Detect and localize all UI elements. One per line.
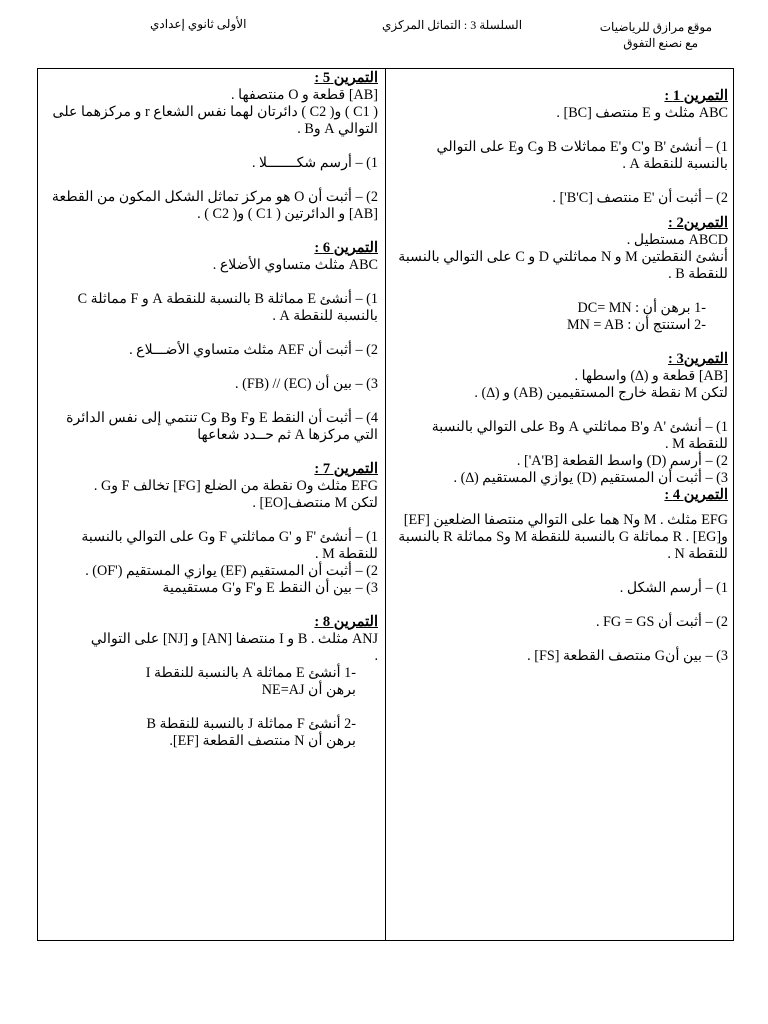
exercise-question: -2 أنشئ F مماثلة J بالنسبة للنقطة B [146, 716, 356, 732]
exercise-line: 1) – أرسم الشكل . [619, 580, 728, 596]
exercise-title: التمرين3 : [668, 351, 728, 367]
exercise-7 [42, 461, 378, 597]
exercise-line: ANJ مثلث . B و I منتصفا [AN] و [NJ] على التوالي [90, 631, 378, 647]
column-divider [385, 68, 386, 941]
exercise-title: التمرين2 : [668, 215, 728, 231]
left-column [42, 70, 378, 750]
exercise-line: [AB] قطعة و (∆) واسطها . [574, 368, 728, 384]
exercise-line: 2) – أثبت أن 'E منتصف [B'C'] . [552, 190, 728, 206]
exercise-line: 2) – أرسم (D) واسط القطعة [A'B'] . [516, 453, 728, 469]
exercise-line [42, 359, 378, 376]
exercise-line: 1) – أنشئ 'B و'C و'E مماثلات B وC وE على التوالي بالنسبة للنقطة A . [436, 139, 728, 172]
exercise-3 [392, 351, 728, 487]
exercise-title: التمرين 6 : [314, 240, 378, 256]
exercise-line [42, 393, 378, 410]
header-site: موقع مرازق للرياضيات [599, 20, 712, 34]
exercise-line: 2) – أثبت أن المستقيم (EF) يوازي المستقيم ('OF) . [85, 563, 378, 579]
exercise-line: لتكن M منتصف[EO] . [252, 495, 378, 511]
exercise-line [392, 173, 728, 190]
exercise-line: 3) – أثبت أن المستقيم (D) يوازي المستقيم (∆) . [453, 470, 728, 486]
exercise-title: التمرين 8 : [314, 614, 378, 630]
exercise-line: ( C1 ) و( C2 ) دائرتان لهما نفس الشعاع r و مركزهما على التوالي A وB . [52, 104, 378, 137]
exercise-line [42, 512, 378, 529]
exercise-4 [392, 487, 728, 665]
exercise-question: برهن أن N منتصف القطعة [EF]. [169, 733, 356, 749]
exercise-line [392, 283, 728, 300]
exercise-line: EFG مثلث وO نقطة من الضلع [FG] تخالف F وG . [93, 478, 378, 494]
exercise-line: 2) – أثبت أن AEF مثلث متساوي الأضـــلاع . [129, 342, 378, 358]
exercise-line [42, 274, 378, 291]
exercise-line: 3) – بين أن (EC) // (FB) . [235, 376, 378, 392]
exercise-line: أنشئ النقطتين M و N مماثلتي D و C على التوالي بالنسبة للنقطة B . [398, 249, 728, 282]
exercise-line: 1) – أرسم شكـــــــلا . [251, 155, 378, 171]
exercise-line [42, 325, 378, 342]
exercise-line: ABCD مستطيل . [626, 232, 728, 248]
exercise-line: لتكن M نقطة خارج المستقيمين (AB) و (∆) . [474, 385, 728, 401]
exercise-5 [42, 70, 378, 223]
exercise-line [42, 172, 378, 189]
exercise-line [392, 563, 728, 580]
exercise-line: 1) – أنشئ E مماثلة B بالنسبة للنقطة A و F مماثلة C بالنسبة للنقطة A . [77, 291, 378, 324]
exercise-question: برهن أن NE=AJ [261, 682, 356, 698]
exercise-question: -2 استنتج أن : MN = AB [566, 317, 706, 333]
exercise-6 [42, 240, 378, 444]
exercise-line: [AB] قطعة و O منتصفها . [231, 87, 378, 103]
right-column [392, 88, 728, 665]
exercise-line: 1) – أنشئ 'A و'B مماثلتي A وB على التوالي بالنسبة للنقطة M . [431, 419, 728, 452]
exercise-title: التمرين 1 : [664, 88, 728, 104]
exercise-2 [392, 215, 728, 334]
exercise-line: 4) – أثبت أن النقط E وF وB وC تنتمي إلى نفس الدائرة التي مركزها A ثم حــدد شعاعها [66, 410, 378, 443]
exercise-line: 2) – أثبت أن O هو مركز تماثل الشكل المكون من القطعة [AB] و الدائرتين ( C1 ) و( C2 ) . [51, 189, 378, 222]
exercise-question: -1 أنشئ E مماثلة A بالنسبة للنقطة I [145, 665, 356, 681]
exercise-line: 3) – بين أنG منتصف القطعة [FS] . [527, 648, 728, 664]
exercise-line [42, 138, 378, 155]
exercise-line [392, 402, 728, 419]
exercise-line: EFG مثلث . M وN هما على التوالي منتصفا الضلعين [EF] و[EG] . R مماثلة G بالنسبة للنقطة M وS مماثلة R بالنسبة للنقطة N . [398, 512, 728, 562]
exercise-line: . [374, 648, 378, 664]
header-level: الأولى ثانوي إعدادي [150, 17, 247, 31]
exercise-line [392, 122, 728, 139]
exercise-title: التمرين 4 : [664, 487, 728, 503]
exercise-line: 2) – أثبت أن FG = GS . [595, 614, 728, 630]
exercise-line: ABC مثلث متساوي الأضلاع . [212, 257, 378, 273]
exercise-8 [42, 614, 378, 750]
exercise-title: التمرين 7 : [314, 461, 378, 477]
exercise-line [392, 597, 728, 614]
exercise-line [392, 631, 728, 648]
header-slogan: مع نصنع التفوق [623, 36, 698, 50]
header-series: السلسلة 3 : التماثل المركزي [382, 18, 523, 32]
exercise-title: التمرين 5 : [314, 70, 378, 86]
exercise-line: 1) – أنشئ 'F و 'G مماثلتي F وG على التوالي بالنسبة للنقطة M . [81, 529, 378, 562]
exercise-line: 3) – بين أن النقط E و'F و'G مستقيمية [162, 580, 378, 596]
exercise-line: ABC مثلث و E منتصف [BC] . [556, 105, 728, 121]
exercise-question: -1 برهن أن : DC= MN [577, 300, 706, 316]
exercise-1 [392, 88, 728, 207]
